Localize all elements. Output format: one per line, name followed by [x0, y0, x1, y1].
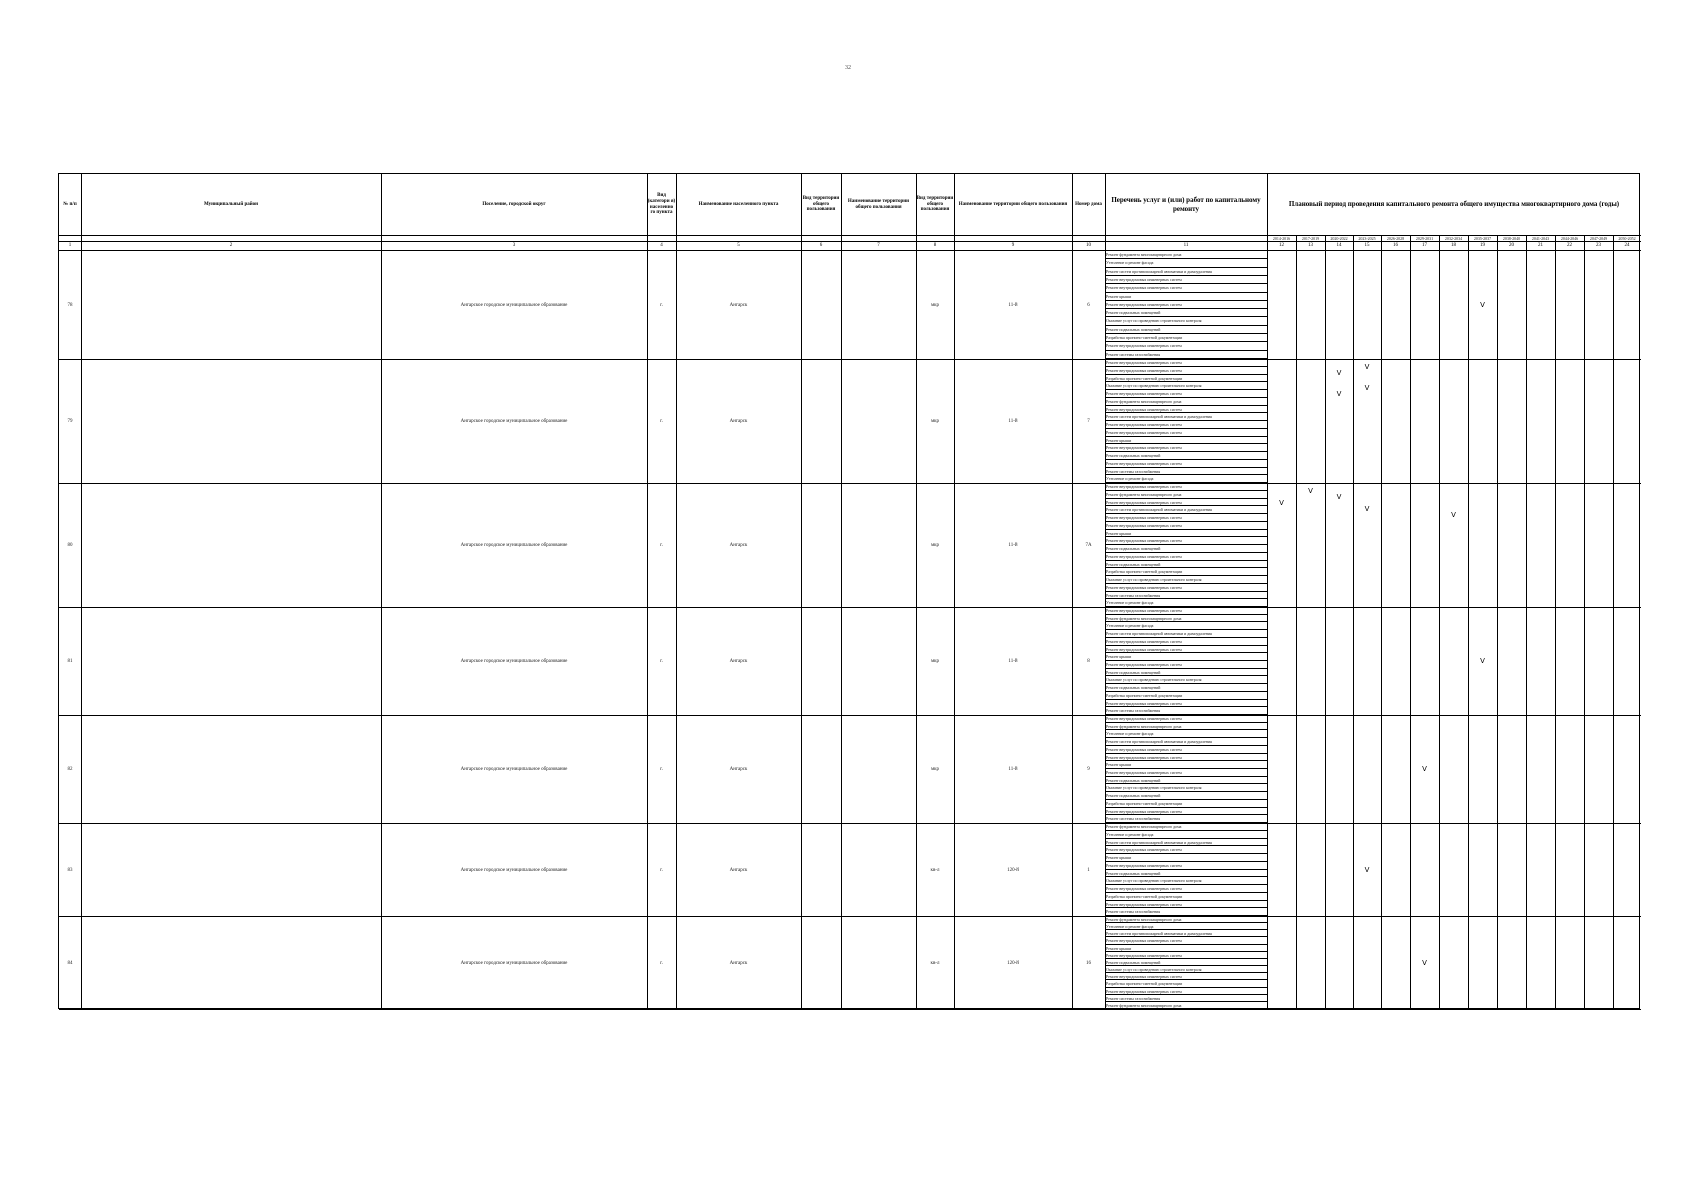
locality-name: Ангарск [729, 543, 748, 548]
work-item: Ремонт подвальных помещений [1105, 777, 1267, 785]
column-divider [1410, 235, 1411, 1008]
locality-kind: г. [660, 659, 663, 664]
work-item: Оказание услуг по проведению строительного контроля [1105, 877, 1267, 885]
settlement: Ангарское городское муниципальное образование [460, 659, 568, 664]
column-number: 14 [1336, 243, 1342, 248]
work-item: Ремонт крыши [1105, 530, 1267, 538]
row-number: 84 [67, 960, 73, 966]
row-number: 80 [67, 543, 73, 548]
locality-name: Ангарск [729, 867, 748, 873]
house-number: 9 [1087, 767, 1090, 772]
work-item: Ремонт крыши [1105, 854, 1267, 862]
column-number: 13 [1308, 243, 1313, 248]
work-item: Ремонт крыши [1105, 945, 1267, 952]
work-item: Ремонт систем противопожарной автоматики и дымоудаления [1105, 738, 1267, 746]
column-number: 4 [660, 243, 663, 248]
work-item: Ремонт внутридомовых инженерных систем [1105, 537, 1267, 545]
row-divider [59, 823, 1641, 824]
house-number: 6 [1087, 303, 1090, 308]
work-item: Утепление и ремонт фасада [1105, 259, 1267, 267]
work-item: Ремонт внутридомовых инженерных систем [1105, 754, 1267, 762]
header-c9: Наименование территории общего пользования [958, 201, 1068, 207]
year-range: 2050-2052 [1618, 236, 1636, 241]
column-number: 12 [1279, 243, 1284, 248]
column-number: 3 [512, 243, 516, 248]
row-number: 83 [67, 867, 73, 873]
work-item: Ремонт внутридомовых инженерных систем [1105, 715, 1267, 723]
column-divider [1526, 235, 1527, 1008]
work-item: Ремонт внутридомовых инженерных систем [1105, 937, 1267, 944]
column-divider [1555, 235, 1556, 1008]
work-item: Утепление и ремонт фасада [1105, 923, 1267, 930]
settlement: Ангарское городское муниципальное образование [460, 303, 568, 308]
work-item: Ремонт систем противопожарной автоматики и дымоудаления [1105, 506, 1267, 514]
work-item: Ремонт фундамента многоквартирного дома [1105, 1002, 1267, 1009]
row-divider [59, 607, 1641, 608]
work-item: Оказание услуг по проведению строительного контроля [1105, 576, 1267, 584]
column-number: 5 [737, 243, 740, 248]
column-number: 9 [1011, 243, 1015, 248]
locality-kind: г. [660, 960, 663, 966]
work-item: Ремонт систем противопожарной автоматики и дымоудаления [1105, 930, 1267, 937]
work-item: Ремонт внутридомовых инженерных систем [1105, 607, 1267, 615]
settlement: Ангарское городское муниципальное образование [460, 960, 568, 966]
locality-kind: г. [660, 419, 663, 424]
work-item: Ремонт внутридомовых инженерных систем [1105, 584, 1267, 592]
work-item: Разработка проектно-сметной документации [1105, 893, 1267, 901]
column-number: 23 [1596, 243, 1601, 248]
column-number: 1 [68, 243, 72, 248]
column-divider [954, 174, 955, 1008]
work-item: Утепление и ремонт фасада [1105, 831, 1267, 839]
work-item: Утепление и ремонт фасада [1105, 730, 1267, 738]
column-number: 24 [1624, 243, 1630, 248]
house-number: 16 [1086, 960, 1091, 966]
locality-name: Ангарск [729, 419, 748, 424]
work-item: Ремонт системы газоснабжения [1105, 468, 1267, 476]
column-number: 10 [1086, 243, 1091, 248]
row-divider [59, 715, 1641, 716]
row-number: 79 [67, 419, 73, 424]
locality-kind: г. [660, 303, 663, 308]
column-number: 8 [933, 243, 937, 248]
year-range: 2035-2037 [1473, 236, 1492, 241]
header-divider [59, 250, 1641, 251]
work-item: Ремонт внутридомовых инженерных систем [1105, 973, 1267, 980]
work-item: Ремонт системы газоснабжения [1105, 995, 1267, 1002]
work-item: Ремонт фундамента многоквартирного дома [1105, 615, 1267, 623]
column-divider [1439, 235, 1440, 1008]
settlement: Ангарское городское муниципальное образование [460, 543, 568, 548]
street-kind: мкр [930, 767, 940, 772]
work-item: Ремонт фундамента многоквартирного дома [1105, 398, 1267, 406]
column-number: 15 [1364, 243, 1370, 248]
street-name: 11-й [1008, 659, 1018, 664]
schedule-mark: V [1364, 363, 1370, 371]
header-c1: № п/п [63, 201, 77, 207]
work-item: Ремонт внутридомовых инженерных систем [1105, 846, 1267, 854]
work-item: Ремонт внутридомовых инженерных систем [1105, 553, 1267, 561]
house-number: 7 [1087, 419, 1090, 424]
work-item: Утепление и ремонт фасада [1105, 599, 1267, 607]
work-item: Ремонт подвальных помещений [1105, 309, 1267, 317]
work-item: Ремонт подвальных помещений [1105, 326, 1267, 334]
work-item: Ремонт подвальных помещений [1105, 870, 1267, 878]
work-item: Ремонт системы газоснабжения [1105, 351, 1267, 359]
work-item: Ремонт внутридомовых инженерных систем [1105, 746, 1267, 754]
work-item: Ремонт внутридомовых инженерных систем [1105, 460, 1267, 468]
work-item: Ремонт внутридомовых инженерных систем [1105, 276, 1267, 284]
schedule-mark: V [1336, 369, 1342, 377]
work-item: Оказание услуг по проведению строительного контроля [1105, 784, 1267, 792]
work-item: Ремонт внутридомовых инженерных систем [1105, 808, 1267, 816]
row-number: 82 [67, 767, 73, 772]
locality-name: Ангарск [729, 960, 748, 966]
settlement: Ангарское городское муниципальное образование [460, 767, 568, 772]
work-item: Разработка проектно-сметной документации [1105, 980, 1267, 987]
column-number: 22 [1567, 243, 1572, 248]
street-name: 120-й [1007, 867, 1019, 873]
work-item: Ремонт фундамента многоквартирного дома [1105, 723, 1267, 731]
locality-name: Ангарск [729, 303, 748, 308]
year-range: 2038-2040 [1502, 236, 1521, 241]
year-range: 2026-2028 [1386, 236, 1405, 241]
header-c4: Вид (категори я) населенно го пункта [647, 193, 676, 216]
house-number: 8 [1087, 659, 1090, 664]
street-kind: мкр [930, 303, 940, 308]
column-number: 21 [1538, 243, 1543, 248]
page-number: 32 [845, 65, 851, 71]
work-item: Ремонт внутридомовых инженерных систем [1105, 952, 1267, 959]
street-kind: мкр [930, 543, 940, 548]
work-item: Ремонт внутридомовых инженерных систем [1105, 862, 1267, 870]
work-item: Ремонт внутридомовых инженерных систем [1105, 444, 1267, 452]
schedule-mark: V [1480, 301, 1485, 309]
row-divider [59, 1009, 1641, 1010]
work-item: Ремонт подвальных помещений [1105, 669, 1267, 677]
work-item: Ремонт внутридомовых инженерных систем [1105, 514, 1267, 522]
year-range: 2017-2019 [1301, 236, 1320, 241]
work-item: Ремонт фундамента многоквартирного дома [1105, 823, 1267, 831]
row-number: 78 [67, 303, 73, 308]
header-plan-period: Плановый период проведения капитального ремонта общего имущества многоквартирного дома (годы) [1288, 200, 1620, 209]
year-range: 2047-2049 [1589, 236, 1608, 241]
column-number: 19 [1480, 243, 1485, 248]
work-item: Ремонт внутридомовых инженерных систем [1105, 390, 1267, 398]
work-item: Ремонт внутридомовых инженерных систем [1105, 885, 1267, 893]
header-c2: Муниципальный район [203, 201, 258, 207]
row-divider [59, 916, 1641, 917]
column-divider [81, 174, 82, 1008]
locality-kind: г. [660, 767, 663, 772]
column-divider [1325, 235, 1326, 1008]
work-item: Ремонт систем противопожарной автоматики и дымоудаления [1105, 839, 1267, 847]
column-number: 18 [1451, 243, 1456, 248]
column-number: 6 [819, 243, 823, 248]
work-item: Оказание услуг по проведению строительного контроля [1105, 382, 1267, 390]
work-item: Ремонт фундамента многоквартирного дома [1105, 251, 1267, 259]
work-item: Ремонт фундамента многоквартирного дома [1105, 916, 1267, 923]
work-item: Разработка проектно-сметной документации [1105, 375, 1267, 383]
schedule-mark: V [1364, 865, 1370, 874]
column-divider [1584, 235, 1585, 1008]
street-name: 11-й [1008, 303, 1018, 308]
work-item: Ремонт системы газоснабжения [1105, 707, 1267, 715]
locality-kind: г. [660, 543, 663, 548]
work-item: Ремонт внутридомовых инженерных систем [1105, 901, 1267, 909]
column-divider [381, 174, 382, 1008]
work-item: Ремонт системы газоснабжения [1105, 592, 1267, 600]
work-item: Ремонт внутридомовых инженерных систем [1105, 661, 1267, 669]
schedule-mark: V [1308, 487, 1313, 495]
header-c8: Вид территории общего пользования [916, 195, 954, 213]
work-item: Ремонт подвальных помещений [1105, 792, 1267, 800]
column-divider [1468, 235, 1469, 1008]
column-number: 2 [229, 243, 233, 248]
work-item: Ремонт внутридомовых инженерных систем [1105, 769, 1267, 777]
row-divider [59, 359, 1641, 360]
locality-kind: г. [660, 867, 663, 873]
row-number: 81 [67, 659, 73, 664]
work-item: Ремонт внутридомовых инженерных систем [1105, 499, 1267, 507]
work-item: Оказание услуг по проведению строительного контроля [1105, 317, 1267, 325]
schedule-mark: V [1364, 505, 1370, 513]
year-range: 2029-2031 [1415, 236, 1434, 241]
work-item: Ремонт подвальных помещений [1105, 545, 1267, 553]
work-item: Ремонт внутридомовых инженерных систем [1105, 646, 1267, 654]
work-item: Ремонт систем противопожарной автоматики и дымоудаления [1105, 268, 1267, 276]
column-divider [841, 174, 842, 1008]
work-item: Оказание услуг по проведению строительного контроля [1105, 966, 1267, 973]
work-item: Ремонт внутридомовых инженерных систем [1105, 342, 1267, 350]
schedule-mark: V [1336, 493, 1342, 501]
work-item: Разработка проектно-сметной документации [1105, 800, 1267, 808]
work-item: Ремонт внутридомовых инженерных систем [1105, 522, 1267, 530]
work-item: Ремонт подвальных помещений [1105, 684, 1267, 692]
work-item: Ремонт подвальных помещений [1105, 452, 1267, 460]
work-item: Утепление и ремонт фасада [1105, 622, 1267, 630]
year-range: 2044-2046 [1560, 236, 1579, 241]
locality-name: Ангарск [729, 659, 748, 664]
column-number: 7 [877, 243, 880, 248]
schedule-mark: V [1422, 958, 1427, 967]
work-item: Ремонт внутридомовых инженерных систем [1105, 700, 1267, 708]
work-item: Ремонт внутридомовых инженерных систем [1105, 483, 1267, 491]
header-c10: Номер дома [1075, 201, 1102, 207]
header-c3: Поселение, городской округ [482, 201, 546, 207]
street-name: 120-й [1007, 960, 1019, 966]
year-range: 2014-2016 [1272, 236, 1291, 241]
column-divider [1353, 235, 1354, 1008]
street-kind: кв-л [930, 960, 940, 966]
house-number: 1 [1087, 867, 1090, 873]
header-c5: Наименование населенного пункта [698, 201, 779, 207]
header-c11: Перечень услуг и (или) работ по капитальному ремонту [1111, 196, 1261, 213]
work-item: Ремонт системы газоснабжения [1105, 908, 1267, 916]
work-item: Ремонт подвальных помещений [1105, 561, 1267, 569]
work-item: Ремонт внутридомовых инженерных систем [1105, 284, 1267, 292]
work-item: Ремонт крыши [1105, 437, 1267, 445]
work-item: Ремонт внутридомовых инженерных систем [1105, 421, 1267, 429]
schedule-mark: V [1279, 499, 1284, 507]
schedule-mark: V [1364, 384, 1370, 392]
year-range: 2020-2022 [1330, 236, 1348, 241]
header-c7: Наименование территории общего пользования [847, 198, 910, 210]
house-number: 7А [1085, 543, 1092, 548]
row-divider [59, 483, 1641, 484]
column-divider [676, 174, 677, 1008]
column-divider [1381, 235, 1382, 1008]
header-c6: Вид территории общего пользования [802, 195, 840, 213]
work-item: Разработка проектно-сметной документации [1105, 692, 1267, 700]
work-item: Ремонт внутридомовых инженерных систем [1105, 988, 1267, 995]
column-divider [1072, 174, 1073, 1008]
street-name: 11-й [1008, 419, 1018, 424]
work-item: Утепление и ремонт фасада [1105, 475, 1267, 483]
locality-name: Ангарск [729, 767, 748, 772]
column-number: 16 [1393, 243, 1398, 248]
work-item: Оказание услуг по проведению строительного контроля [1105, 676, 1267, 684]
work-item: Ремонт крыши [1105, 293, 1267, 301]
year-range: 2041-2043 [1531, 236, 1550, 241]
street-kind: мкр [930, 659, 940, 664]
year-range: 2023-2025 [1358, 236, 1376, 241]
column-number: 20 [1509, 243, 1514, 248]
column-divider [1497, 235, 1498, 1008]
schedule-mark: V [1422, 765, 1427, 773]
work-item: Ремонт подвальных помещений [1105, 959, 1267, 966]
work-item: Ремонт внутридомовых инженерных систем [1105, 638, 1267, 646]
street-kind: мкр [930, 419, 940, 424]
work-item: Ремонт внутридомовых инженерных систем [1105, 301, 1267, 309]
work-item: Разработка проектно-сметной документации [1105, 568, 1267, 576]
column-number: 17 [1422, 243, 1427, 248]
work-item: Ремонт фундамента многоквартирного дома [1105, 491, 1267, 499]
schedule-mark: V [1451, 511, 1456, 519]
schedule-mark: V [1336, 390, 1342, 398]
column-divider [1613, 235, 1614, 1008]
work-item: Ремонт систем противопожарной автоматики и дымоудаления [1105, 630, 1267, 638]
work-item: Ремонт системы газоснабжения [1105, 815, 1267, 823]
work-item: Ремонт внутридомовых инженерных систем [1105, 359, 1267, 367]
work-item: Разработка проектно-сметной документации [1105, 334, 1267, 342]
work-item: Ремонт крыши [1105, 761, 1267, 769]
work-item: Ремонт внутридомовых инженерных систем [1105, 406, 1267, 414]
street-kind: кв-л [930, 867, 940, 873]
work-item: Ремонт крыши [1105, 653, 1267, 661]
column-divider [916, 174, 917, 1008]
column-divider [1296, 235, 1297, 1008]
year-range: 2032-2034 [1444, 236, 1463, 241]
column-number: 11 [1183, 243, 1189, 248]
column-divider [1267, 174, 1268, 1008]
column-divider [801, 174, 802, 1008]
column-divider [647, 174, 648, 1008]
settlement: Ангарское городское муниципальное образование [460, 419, 568, 424]
capital-repair-table [58, 173, 1640, 1009]
work-item: Ремонт систем противопожарной автоматики и дымоудаления [1105, 413, 1267, 421]
street-name: 11-й [1008, 543, 1018, 548]
work-item: Ремонт внутридомовых инженерных систем [1105, 367, 1267, 375]
street-name: 11-й [1008, 767, 1018, 772]
settlement: Ангарское городское муниципальное образование [460, 867, 568, 873]
schedule-mark: V [1480, 657, 1485, 665]
work-item: Ремонт внутридомовых инженерных систем [1105, 429, 1267, 437]
